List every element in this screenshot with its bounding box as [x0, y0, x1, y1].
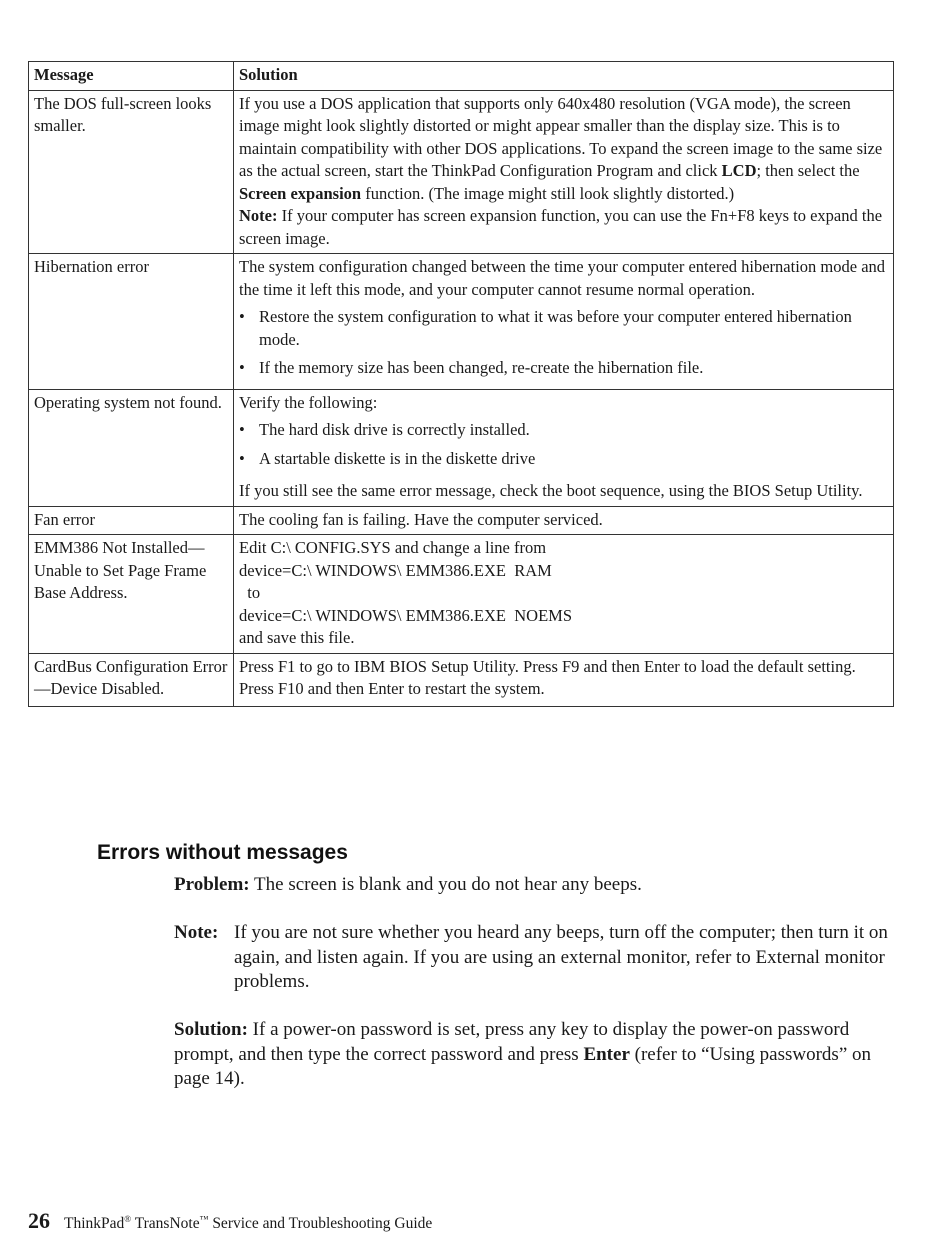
list-item: • If the memory size has been changed, re-create the hibernation file.: [239, 357, 888, 380]
problem-paragraph: [174, 873, 894, 898]
footer-brand: ThinkPad: [64, 1215, 125, 1232]
solution-bold-lcd: LCD: [721, 161, 757, 180]
solution-cell: [234, 254, 894, 390]
table-row: [29, 653, 894, 706]
page-number: 26: [28, 1208, 50, 1233]
solution-cell: The cooling fan is failing. Have the computer serviced.: [234, 506, 894, 535]
solution-text: ; then select the: [756, 161, 860, 180]
note-paragraph: [174, 921, 894, 995]
registered-mark: ®: [124, 1213, 132, 1224]
enter-key-label: Enter: [583, 1043, 630, 1065]
note-label: Note:: [239, 206, 278, 225]
table-header-row: [29, 62, 894, 91]
solution-text: If you still see the same error message, check the boot sequence, using the BIOS Setup Utility.: [239, 481, 863, 500]
message-cell: EMM386 Not Installed—Unable to Set Page Frame Base Address.: [29, 535, 234, 654]
solution-paragraph: [174, 1018, 894, 1092]
solution-text: Verify the following:: [239, 392, 378, 412]
solution-cell: [234, 535, 894, 654]
solution-bold-screen-expansion: Screen expansion: [239, 183, 362, 203]
table-row: [29, 535, 894, 654]
page-footer: [28, 1208, 432, 1234]
list-item: • Restore the system configuration to what it was before your computer entered hibernation mode.: [239, 306, 888, 351]
table-row: [29, 389, 894, 506]
problem-label: Problem:: [174, 874, 250, 895]
solution-line: device=C:\ WINDOWS\ EMM386.EXE NOEMS: [239, 605, 573, 625]
table-row: [29, 506, 894, 535]
footer-brand: TransNote: [131, 1215, 200, 1232]
problem-text: The screen is blank and you do not hear any beeps.: [249, 874, 642, 895]
message-cell: Operating system not found.: [29, 389, 234, 506]
list-item: • A startable diskette is in the diskette drive: [239, 448, 888, 471]
column-header-solution: Solution: [234, 62, 894, 91]
note-text: If your computer has screen expansion function, you can use the Fn+F8 keys to expand the screen image.: [239, 206, 883, 248]
solution-cell: [234, 90, 894, 254]
column-header-message: Message: [29, 62, 234, 91]
table-row: [29, 90, 894, 254]
solution-line: device=C:\ WINDOWS\ EMM386.EXE RAM: [239, 560, 552, 580]
trademark-mark: ™: [199, 1213, 209, 1224]
bullet-list: [239, 419, 888, 470]
bullet-list: [239, 306, 888, 380]
solution-cell: Press F1 to go to IBM BIOS Setup Utility. Press F9 and then Enter to load the default setting. Press F10 and then Enter to restart the system.: [234, 653, 894, 706]
note-text: If you are not sure whether you heard any beeps, turn off the computer; then turn it on again, and listen again. If you are using an external monitor, refer to External monitor problems.: [234, 922, 888, 992]
solution-label: Solution:: [174, 1019, 248, 1040]
section-heading: Errors without messages: [97, 841, 348, 864]
solution-cell: [234, 389, 894, 506]
footer-title: Service and Troubleshooting Guide: [208, 1215, 433, 1232]
solution-line: Edit C:\ CONFIG.SYS and change a line from: [239, 538, 547, 557]
message-cell: CardBus Configuration Error—Device Disabled.: [29, 653, 234, 706]
message-cell: Hibernation error: [29, 254, 234, 390]
solution-text: The system configuration changed between the time your computer entered hibernation mode and the time it left this mode, and your computer cannot resume normal operation.: [239, 257, 886, 299]
solution-line: to: [239, 583, 261, 602]
solution-line: and save this file.: [239, 628, 355, 647]
solution-text: If a power-on password is set, press any key to display the power-on password prompt, and then type the correct password and press: [174, 1019, 850, 1065]
solution-text: If you use a DOS application that supports only 640x480 resolution (VGA mode), the screen image might look slightly distorted or might appear smaller than the display size. This is to maintain compatibility with other DOS applications. To expand the screen image to the same size as the actual screen, start the ThinkPad Configuration Program and click: [239, 93, 883, 180]
solution-text: (refer to “Using passwords” on page 14).: [174, 1043, 872, 1089]
table-row: [29, 254, 894, 390]
message-cell: The DOS full-screen looks smaller.: [29, 90, 234, 254]
error-message-table: [28, 61, 894, 707]
message-cell: Fan error: [29, 506, 234, 535]
note-label: Note:: [174, 922, 219, 943]
list-item: • The hard disk drive is correctly installed.: [239, 419, 888, 442]
solution-text: function. (The image might still look slightly distorted.): [361, 183, 735, 203]
